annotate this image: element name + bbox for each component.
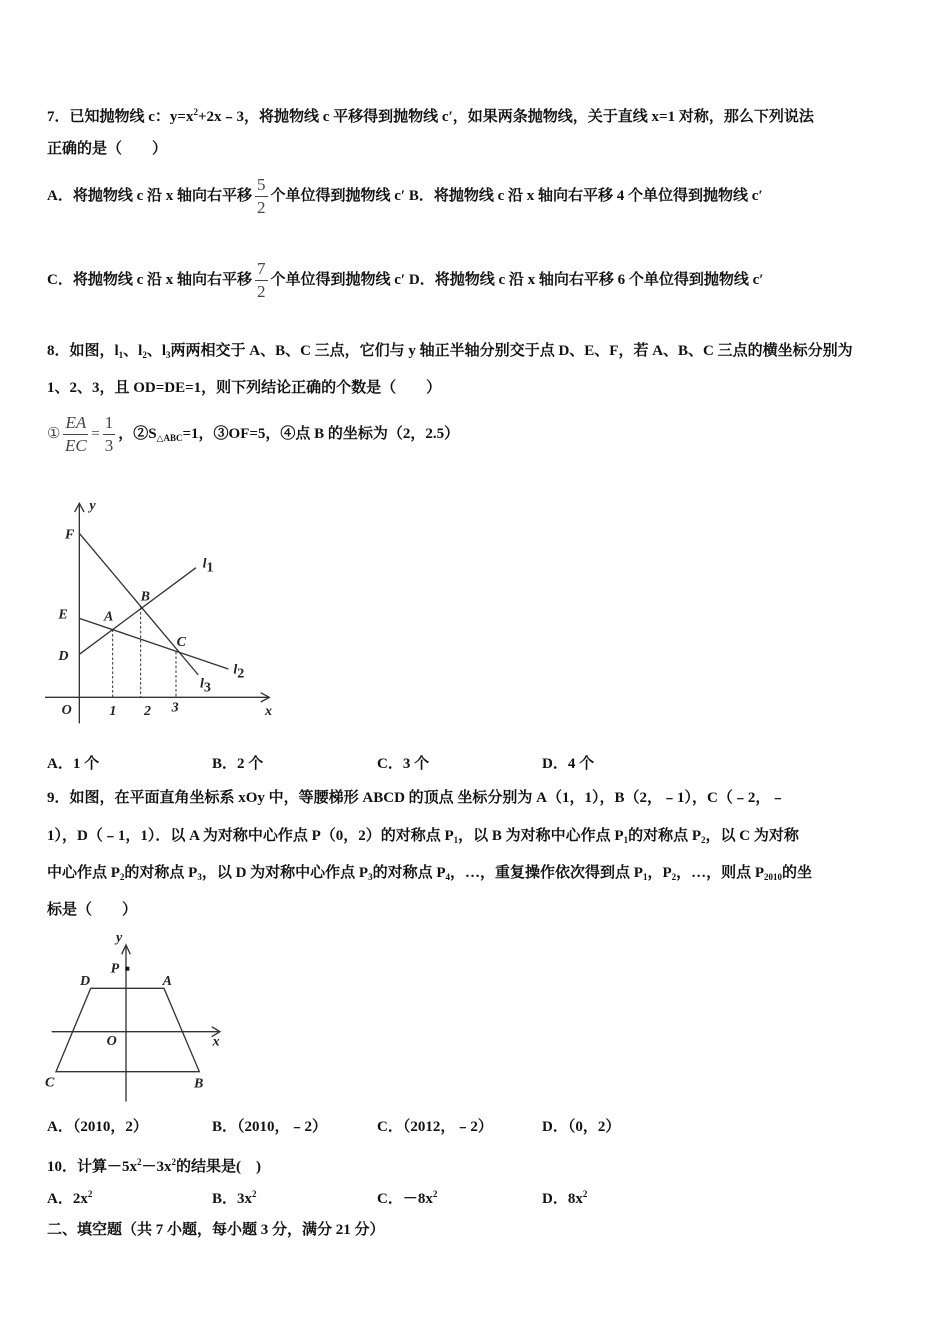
fraction-5-2: [255, 174, 268, 219]
fraction-1-3: [103, 412, 116, 457]
x-axis-label: x: [265, 704, 272, 719]
subscript: 1: [642, 872, 648, 882]
option-c: C．$-8x^2$: [377, 1189, 438, 1207]
text: 、l: [146, 343, 167, 359]
section-heading: 二、填空题（共 7 小题，每小题 3 分，满分 21 分）: [47, 1222, 385, 1238]
circled-1: ①: [47, 425, 61, 442]
text: ，以 D 为对称中心作点 P: [201, 865, 369, 881]
option-a-text: A．将抛物线 c 沿 x 轴向右平移: [47, 187, 252, 204]
q9-figure: [40, 925, 240, 1105]
q7-option-cd: [47, 258, 764, 303]
q7-stem-line2: 正确的是（ ）: [47, 141, 168, 157]
option-a: A．$2x^2$: [47, 1189, 93, 1207]
text: ，…，则点 P: [676, 865, 765, 881]
option-d: D．4 个: [542, 756, 595, 772]
subscript: 3: [166, 350, 171, 360]
option-b: B．$3x^2$: [212, 1189, 257, 1207]
option-a: A．1 个: [47, 756, 100, 772]
numerator: 7: [255, 258, 268, 281]
option-c-text-end: 个单位得到抛物线 c′: [270, 271, 406, 288]
q7-option-ab: [47, 174, 763, 219]
q7-stem-line1: [47, 102, 814, 127]
text: ，②S: [118, 425, 157, 442]
text: 的对称点 P: [628, 828, 702, 844]
option-d-text: D．将抛物线 c 沿 x 轴向右平移 6 个单位得到抛物线 c′: [408, 271, 764, 288]
text: ，以 B 为对称中心作点 P: [458, 828, 624, 844]
x-axis-label: x: [212, 1034, 220, 1050]
line-l2-label: l2: [233, 662, 245, 682]
option-c: C．（2012，﹣2）: [377, 1119, 493, 1135]
text: 的对称点 P: [372, 865, 446, 881]
superscript: 2: [193, 107, 198, 117]
denominator: EC: [64, 436, 87, 455]
q10-stem: [47, 1152, 261, 1177]
point-d-label: D: [80, 974, 91, 989]
denominator: 2: [257, 282, 266, 301]
text: 7．已知抛物线 c：y=x: [47, 109, 194, 125]
subscript: 1: [118, 350, 124, 360]
numerator: 5: [255, 174, 268, 197]
point-f-label: F: [65, 527, 75, 543]
text: ，…，重复操作依次得到点 P: [450, 865, 643, 881]
q9-stem-line2: [47, 826, 799, 850]
denominator: 3: [104, 436, 114, 455]
point-c-label: C: [45, 1075, 55, 1091]
point-a-label: A: [162, 974, 173, 989]
q8-stem-line1: [47, 341, 853, 365]
point-e-label: E: [58, 607, 68, 623]
text: =1，③OF=5，④点 B 的坐标为（2，2.5）: [182, 425, 460, 442]
option-b: B．2 个: [212, 756, 264, 772]
q8-conclusions: [47, 412, 459, 457]
option-b-text: B．将抛物线 c 沿 x 轴向右平移 4 个单位得到抛物线 c′: [408, 187, 763, 204]
option-a: A．（2010，2）: [47, 1119, 148, 1135]
numerator: EA: [63, 412, 88, 435]
point-a-label: A: [104, 609, 114, 625]
text: 、l: [123, 343, 143, 359]
point-b-label: B: [140, 589, 151, 605]
tick-3: 3: [171, 700, 179, 716]
text: ，以 C 为对称: [705, 828, 799, 844]
text: 1），D（﹣1，1）．以 A 为对称中心作点 P（0，2）的对称点 P: [47, 828, 454, 844]
option-c-text: C．将抛物线 c 沿 x 轴向右平移: [47, 271, 252, 288]
subscript: 1: [453, 835, 459, 845]
point-b-label: B: [194, 1076, 204, 1092]
text: ，P: [647, 865, 672, 881]
origin-label: O: [61, 703, 72, 718]
tick-1: 1: [109, 704, 117, 719]
line-l3-label: l3: [200, 676, 211, 696]
subscript: 2: [119, 872, 125, 882]
q8-figure: [40, 490, 290, 730]
option-c: C．3 个: [377, 756, 430, 772]
numerator: 1: [103, 412, 116, 435]
origin-label: O: [106, 1034, 117, 1049]
y-axis-label: y: [89, 498, 96, 514]
option-a-text-end: 个单位得到抛物线 c′: [270, 187, 406, 204]
subscript: 1: [623, 835, 629, 845]
point-d-label: D: [58, 649, 69, 664]
line-l1-label: l1: [202, 556, 214, 576]
point-c-label: C: [176, 635, 187, 650]
superscript: 2: [137, 1157, 142, 1167]
text: 两两相交于 A、B、C 三点，它们与 y 轴正半轴分别交于点 D、E、F，若 A、B、C 三点的横坐标分别为: [170, 343, 853, 359]
option-b: B．（2010，﹣2）: [212, 1119, 328, 1135]
subscript: 3: [368, 872, 373, 882]
tick-2: 2: [144, 704, 151, 719]
text: 8．如图，l: [47, 343, 119, 359]
subscript: 3: [197, 872, 202, 882]
text: －3x: [141, 1159, 172, 1175]
text: 中心作点 P: [47, 865, 120, 881]
point-p-label: P: [110, 961, 120, 977]
y-axis-label: y: [116, 930, 123, 946]
subscript: 2: [671, 872, 677, 882]
text: +2x﹣3，将抛物线 c 平移得到抛物线 c′，如果两条抛物线，关于直线 x=1 对称，那么下列说法: [197, 109, 814, 125]
text: 的对称点 P: [124, 865, 198, 881]
denominator: 2: [257, 198, 266, 217]
subscript: △ABC: [156, 432, 183, 443]
subscript: 2: [142, 350, 147, 360]
q9-stem-line1: 9．如图，在平面直角坐标系 xOy 中，等腰梯形 ABCD 的顶点 坐标分别为 A（1，1），B（2，﹣1），C（﹣2，﹣: [47, 790, 786, 806]
q8-stem-line2: 1、2、3，且 OD=DE=1，则下列结论正确的个数是（ ）: [47, 380, 442, 396]
text: 的坐: [782, 865, 813, 881]
equals: =: [91, 425, 100, 442]
fraction-ea-ec: [63, 412, 88, 457]
q9-stem-line3: [47, 863, 812, 887]
option-d: D．$8x^2$: [542, 1189, 588, 1207]
subscript: 2010: [764, 872, 783, 882]
subscript: 2: [701, 835, 706, 845]
fraction-7-2: [255, 258, 268, 303]
point-p-marker: [125, 967, 129, 971]
q9-stem-line4: 标是（ ）: [47, 902, 138, 918]
text: 的结果是( ): [176, 1159, 262, 1175]
subscript: 4: [445, 872, 451, 882]
superscript: 2: [171, 1157, 177, 1167]
option-d: D．（0，2）: [542, 1119, 621, 1135]
text: 10．计算－5x: [47, 1159, 138, 1175]
